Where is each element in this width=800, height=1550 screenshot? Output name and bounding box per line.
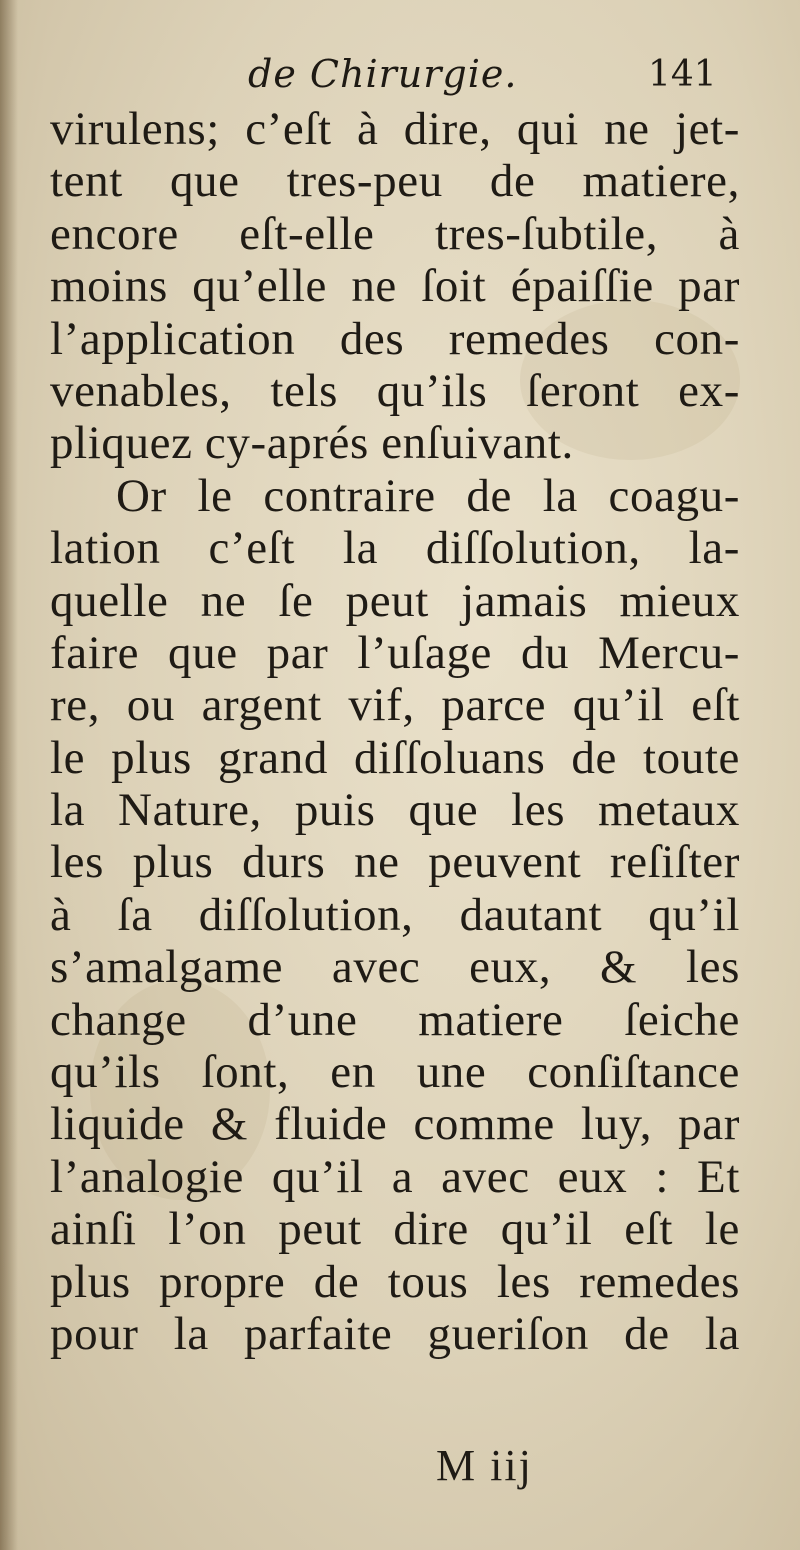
text-line: s’amalgame avec eux, & les (50, 941, 740, 994)
text-line: change d’une matiere ſeiche (50, 993, 740, 1046)
text-line: l’application des remedes con- (50, 312, 740, 365)
body-text (50, 103, 740, 1360)
text-line: lation c’eſt la diſſolution, la- (50, 522, 740, 575)
text-line: faire que par l’uſage du Mercu- (50, 626, 740, 679)
signature-mark: M iij (436, 1441, 533, 1490)
text-line: la Nature, puis que les metaux (50, 784, 740, 837)
text-line: pour la parfaite gueriſon de la (50, 1307, 740, 1360)
text-line: moins qu’elle ne ſoit épaiſſie par (50, 260, 740, 313)
text-line: virulens; c’eſt à dire, qui ne jet- (50, 103, 740, 155)
text-line: à ſa diſſolution, dautant qu’il (50, 888, 740, 941)
text-line: les plus durs ne peuvent reſiſter (50, 836, 740, 889)
text-line: re, ou argent vif, parce qu’il eſt (50, 679, 740, 732)
text-line: liquide & fluide comme luy, par (50, 1098, 740, 1151)
text-line: Or le contraire de la coagu- (116, 469, 740, 522)
text-line: pliquez cy-aprés enſuivant. (50, 417, 574, 470)
text-line: le plus grand diſſoluans de toute (50, 731, 740, 784)
text-line: venables, tels qu’ils ſeront ex- (50, 364, 740, 417)
text-line: encore eſt-elle tres-ſubtile, à (50, 207, 740, 260)
text-line: tent que tres-peu de matiere, (50, 155, 740, 208)
page-number: 141 (648, 54, 717, 95)
text-line: l’analogie qu’il a avec eux : Et (50, 1150, 740, 1203)
running-head (0, 52, 800, 100)
text-line: quelle ne ſe peut jamais mieux (50, 574, 740, 627)
text-line: qu’ils ſont, en une conſiſtance (50, 1046, 740, 1099)
text-line: ainſi l’on peut dire qu’il eſt le (50, 1203, 740, 1256)
running-title: de Chirurgie. (248, 52, 518, 96)
spine-shadow (0, 0, 18, 1550)
text-line: plus propre de tous les remedes (50, 1255, 740, 1308)
